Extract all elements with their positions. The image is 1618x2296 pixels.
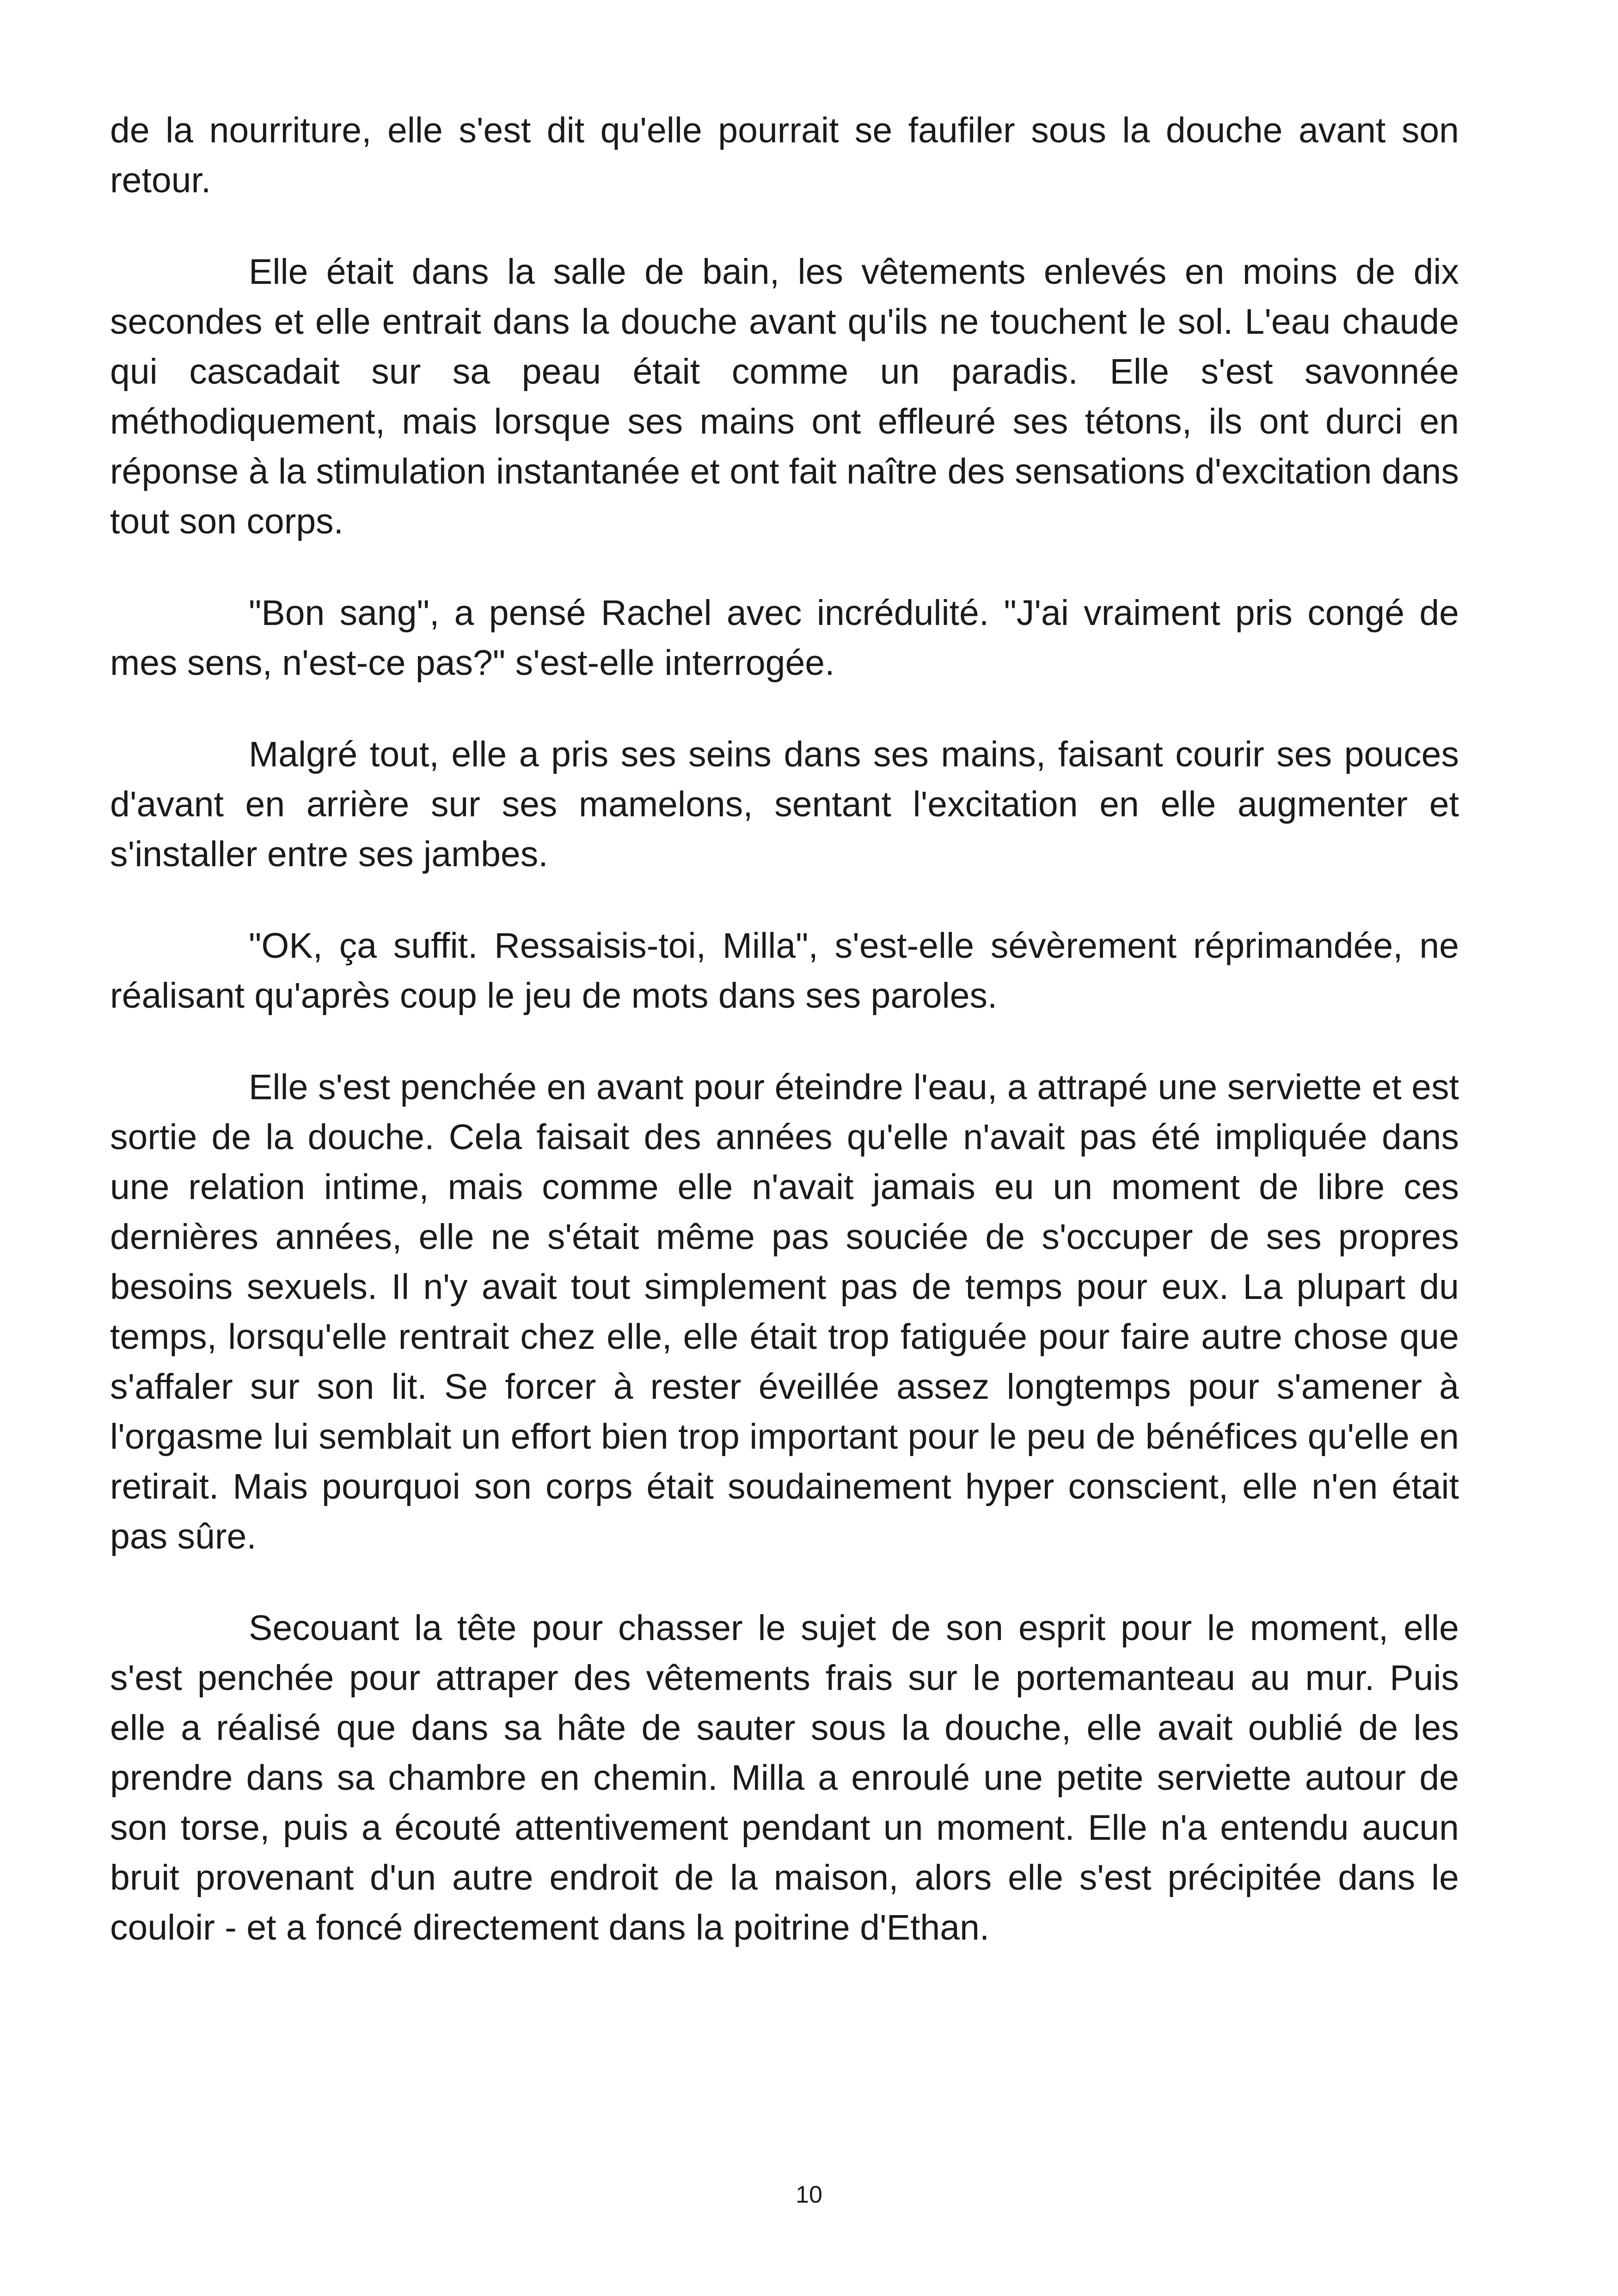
paragraph-5: "OK, ça suffit. Ressaisis-toi, Milla", s'est-elle sévèrement réprimandée, ne réalisant qu'après coup le jeu de mots dans ses paroles. [110, 926, 1459, 1016]
paragraph-4: Malgré tout, elle a pris ses seins dans ses mains, faisant courir ses pouces d'avant en arrière sur ses mamelons, sentant l'excitation en elle augmenter et s'installer entre ses jambes. [110, 735, 1459, 874]
body-text [110, 105, 1459, 1994]
paragraph-1: de la nourriture, elle s'est dit qu'elle pourrait se faufiler sous la douche avant son retour. [110, 110, 1459, 200]
paragraph-2: Elle était dans la salle de bain, les vêtements enlevés en moins de dix secondes et elle entrait dans la douche avant qu'ils ne touchent le sol. L'eau chaude qui cascadait sur sa peau était comme un paradis. Elle s'est savonnée méthodiquement, mais lorsque ses mains ont effleuré ses tétons, ils ont durci en réponse à la stimulation instantanée et ont fait naître des sensations d'excitation dans tout son corps. [110, 252, 1459, 541]
page-number: 10 [796, 2181, 822, 2208]
paragraph-7: Secouant la tête pour chasser le sujet de son esprit pour le moment, elle s'est penchée pour attraper des vêtements frais sur le portemanteau au mur. Puis elle a réalisé que dans sa hâte de sauter sous la douche, elle avait oublié de les prendre dans sa chambre en chemin. Milla a enroulé une petite serviette autour de son torse, puis a écouté attentivement pendant un moment. Elle n'a entendu aucun bruit provenant d'un autre endroit de la maison, alors elle s'est précipitée dans le couloir - et a foncé directement dans la poitrine d'Ethan. [110, 1608, 1459, 1947]
paragraph-6: Elle s'est penchée en avant pour éteindre l'eau, a attrapé une serviette et est sortie de la douche. Cela faisait des années qu'elle n'avait pas été impliquée dans une relation intime, mais comme elle n'avait jamais eu un moment de libre ces dernières années, elle ne s'était même pas souciée de s'occuper de ses propres besoins sexuels. Il n'y avait tout simplement pas de temps pour eux. La plupart du temps, lorsqu'elle rentrait chez elle, elle était trop fatiguée pour faire autre chose que s'affaler sur son lit. Se forcer à rester éveillée assez longtemps pour s'amener à l'orgasme lui semblait un effort bien trop important pour le peu de bénéfices qu'elle en retirait. Mais pourquoi son corps était soudainement hyper conscient, elle n'en était pas sûre. [110, 1067, 1459, 1556]
paragraph-3: "Bon sang", a pensé Rachel avec incrédulité. "J'ai vraiment pris congé de mes sens, n'est-ce pas?" s'est-elle interrogée. [110, 593, 1459, 683]
